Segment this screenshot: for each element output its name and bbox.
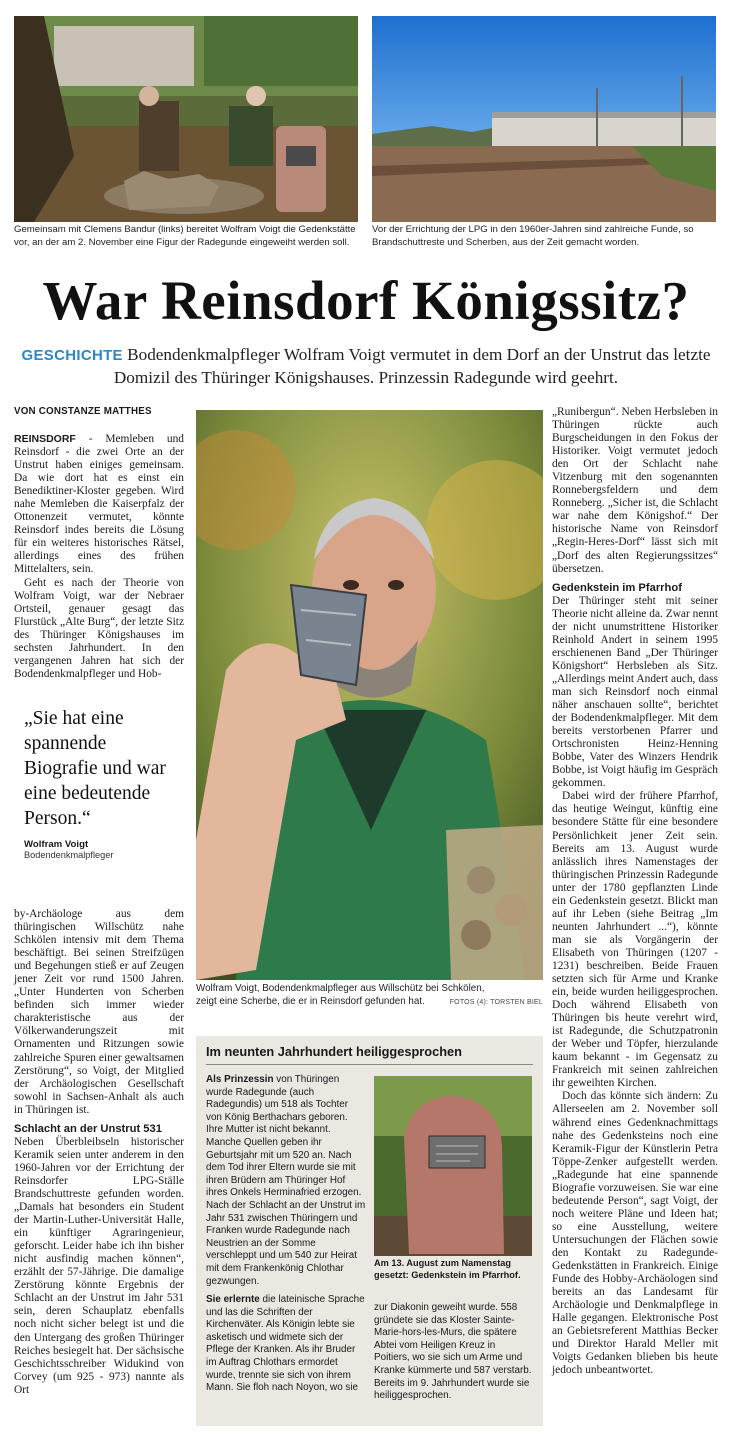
- quote-role: Bodendenkmalpfleger: [24, 850, 114, 860]
- caption-main-photo: Wolfram Voigt, Bodendenkmalpfleger aus Willschütz bei Schkölen, zeigt eine Scherbe, die er in Reinsdorf gefunden hat.: [196, 983, 485, 1007]
- paragraph-3-3: Dabei wird der frühere Pfarrhof, das heutige Weingut, künftig eine besondere Stätte für eine besondere Persönlichkeit jener Zeit sein. Bereits am 13. August wurde anlässlich ihres Namenstages der thüringischen Prinzessin Radegunde unter der 1780 gepflanzten Linde ein Gedenkstein gesetzt. Blickt man auf ihr Leben (siehe Beitrag „Im neunten Jahrhundert ...“), könnte man sie als Vorgängerin der Elisabeth von Thüringen (1207 - 1231) beschreiben. Beide Frauen setzten sich für Arme und Kranke ein, beide wurden heiliggesprochen. Doch während Elisabeth von Thüringen bis heute verehrt wird, ist Radegunde, die Schutzpatronin der Weber und Töpfer, hierzulande kaum bekannt - im Gegensatz zu Frankreich mit seinen zahlreichen ihr geweihten Kirchen.: [552, 790, 718, 1090]
- infobox-paragraph-3: zur Diakonin geweiht wurde. 558 gründete sie das Kloster Sainte-Marie-hors-les-Murs, die spätere Abtei vom Heiligen Kreuz in Poitiers, wo sie sich um Arme und Kranke kümmerte und 587 verstarb. Bereits im 9. Jahrhundert wurde sie heiliggesprochen.: [374, 1302, 532, 1402]
- paragraph-1: REINSDORF - Memleben und Reinsdorf - die zwei Orte an der Unstrut haben einiges gemeinsam. Da wie dort hat es einst ein Benediktiner-Kloster gegeben. Wird nahe Memleben die Kaiserpfalz der Ottonenzeit vermutet, könnte Reinsdorf indes bereits die Lösung für ein weiteres historisches Rätsel, allerdings eines des frühen Mittelalters, sein.: [14, 433, 184, 576]
- kicker-geschichte: GESCHICHTE: [21, 347, 123, 364]
- quote-text: „Sie hat eine spannende Biografie und war eine bedeutende Person.“: [24, 708, 166, 829]
- caption-left-photo: Gemeinsam mit Clemens Bandur (links) bereitet Wolfram Voigt die Gedenkstätte vor, an der am 2. November eine Figur der Radegunde eingeweiht werden soll.: [14, 224, 356, 248]
- photo-lpg-field: [372, 16, 716, 222]
- paragraph-2: Geht es nach der Theorie von Wolfram Voigt, war der Nebraer Ortsteil, genauer gesagt das Flurstück „Alte Burg“, der letzte Sitz des Thüringer Königshauses im sechsten Jahrhundert. In den vergangenen Jahren hat sich der Bodendenkmalpfleger und Hob-: [14, 576, 184, 680]
- infobox-rule: [206, 1064, 533, 1065]
- photo-wolfram-voigt: [196, 410, 543, 980]
- paragraph-3: by-Archäologe aus dem thüringischen Willschütz nahe Schkölen intensiv mit dem Thema beschäftigt. Bei seinen Streifzügen und Begehungen stieß er auf Zeugen jener Zeit vor rund 1500 Jahren. „Unter Hunderten von Scherben befinden sich immer wieder charakteristische aus der Völkerwanderungszeit mit Ornamenten und Ritzungen sowie zahlreiche Spuren einer gewaltsamen Zerstörung“, so Voigt, der Mitglied der Archäologischen Gesellschaft sowohl in Sachsen-Anhalt als auch in Thüringen ist.: [14, 908, 184, 1116]
- column-1-upper: [14, 433, 184, 681]
- subheading-schlacht: Schlacht an der Unstrut 531: [14, 1122, 162, 1135]
- photo-gedenkstaette: [14, 16, 358, 222]
- paragraph-4: Neben Überbleibseln historischer Keramik seien unter anderem in den 1960-Jahren vor der Errichtung der Reinsdorfer LPG-Ställe Brandschuttreste gefunden worden. „Damals hat besonders ein Student der Martin-Luther-Universität Halle, ein künftiger Agraringenieur, geforscht. Leider habe ich ihn bisher nicht ausfindig machen können“, erzählt der 57-Jährige. Die damalige Zerstörung könnte Ergebnis der Schlacht an der Unstrut im Jahr 531 sein, deren Schauplatz ebenfalls noch nicht sicher belegt ist und die den Untergang des großen Thüringer Reiches besiegelt hat. Der sächsische Geschichtsschreiber Widukind von Corvey (um 925 - 973) nannte als Ort: [14, 1135, 184, 1396]
- infobox-column-right: [374, 1302, 532, 1403]
- dateline: REINSDORF: [14, 433, 76, 445]
- infobox-column-left: [206, 1074, 366, 1395]
- column-3: [552, 406, 718, 1377]
- quote-author: Wolfram Voigt: [24, 839, 89, 850]
- paragraph-3-2: Der Thüringer steht mit seiner Theorie nicht alleine da. Zwar nennt der nicht unumstrittene Historiker Reinhold Andert in seinem 1995 erschienenen Band „Der Thüringer Königshort“ Herbsleben als Sitz. „Allerdings meint Andert auch, dass man sich Reinsdorf noch einmal näher anschauen sollte“, berichtet der Bodendenkmalpfleger. Mit dem bereits verstorbenen Pfarrer und Ortschronisten Heinz-Henning Bobbe, Vater des Winzers Hendrik Bobbe, ist Voigt häufig im Gespräch gekommen.: [552, 594, 718, 790]
- subhead-text: Bodendenkmalpfleger Wolfram Voigt vermutet in dem Dorf an der Unstrut das letzte Domizil des Thüringer Königshauses. Prinzessin Radegunde wird geehrt.: [113, 345, 711, 387]
- subheadline: [14, 344, 718, 389]
- infobox-paragraph-1: Als Prinzessin von Thüringen wurde Radegunde (auch Radegundis) um 518 als Tochter von König Berthachars geboren. Ihre Mutter ist nicht bekannt. Manche Quellen geben ihr Geburtsjahr mit um 520 an. Nach dem Tod ihrer Eltern wurde sie mit ihren Brüdern am Thüringer Hof ihres Onkels Herminafried erzogen. Nach der Schlacht an der Unstrut im Jahr 531 zwischen Thüringern und Franken wurde Radegunde nach Neustrien an der Somme verschleppt und um 540 zur Heirat mit dem Frankenkönig Chlothar gezwungen.: [206, 1074, 366, 1287]
- photo-gedenkstein: [374, 1076, 532, 1256]
- infobox: [196, 1036, 543, 1426]
- pull-quote: [24, 706, 184, 860]
- subheading-gedenkstein: Gedenkstein im Pfarrhof: [552, 581, 682, 594]
- caption-right-photo: Vor der Errichtung der LPG in den 1960er-Jahren sind zahlreiche Funde, so Brandschuttreste und Scherben, aus der Zeit gemacht worden.: [372, 224, 694, 248]
- paragraph-3-4: Doch das könnte sich ändern: Zu Allerseelen am 2. November soll während eines Gedenknachmittags nahe des Gedenksteins noch eine Keramik-Figur der Künstlerin Petra Töppe-Zenker aufgestellt werden. „Radegunde hat eine spannende Biografie vorzuweisen. Sie war eine bedeutende Person“, sagt Voigt, der noch weitere Pläne und Ideen hat; so eine Ausstellung, weitere Untersuchungen der Flächen sowie den Kontakt zu Radegunde-Gedenkstätten in Frankreich. Einige Funde des Hobby-Archäologen sind bereits an das Landesamt für Archäologie und Denkmalpflege in Halle gegangen. Elektronische Post an Gebietsreferent Matthias Becker und Direktor Harald Meller mit Voigts Gedanken blieben bis heute jedoch unbeantwortet.: [552, 1090, 718, 1377]
- paragraph-3-1: „Runibergun“. Neben Herbsleben in Thüringen rückte auch Burgscheidungen in den Fokus der Historiker. Voigt vermutet jedoch den Ort der Schlacht nahe Vitzenburg mit den sogenannten Ronnebergsfeldern und dem Ronneberg. „Sicher ist, die Schlacht war nahe dem Königshof.“ Der historische Name von Reinsdorf „Regin-Heres-Dorf“ lässt sich mit „Dorf des alten Regierungssitzes“ übersetzen.: [552, 406, 718, 575]
- column-1-lower: [14, 908, 184, 1397]
- headline: War Reinsdorf Königssitz?: [42, 270, 690, 331]
- photo-credit: FOTOS (4): TORSTEN BIEL: [449, 999, 543, 1006]
- infobox-title: Im neunten Jahrhundert heiliggesprochen: [206, 1044, 462, 1059]
- infobox-paragraph-2: Sie erlernte die lateinische Sprache und las die Schriften der Kirchenväter. Als Königin lebte sie asketisch und widmete sich der Pflege der Kranken. Als ihr Bruder im Auftrag Chlothars ermordet wurde, trennte sie sich von ihrem Mann. Sie floh nach Noyon, wo sie: [206, 1294, 365, 1394]
- byline: VON CONSTANZE MATTHES: [14, 406, 152, 417]
- infobox-photo-caption: Am 13. August zum Namenstag gesetzt: Gedenkstein im Pfarrhof.: [374, 1258, 521, 1280]
